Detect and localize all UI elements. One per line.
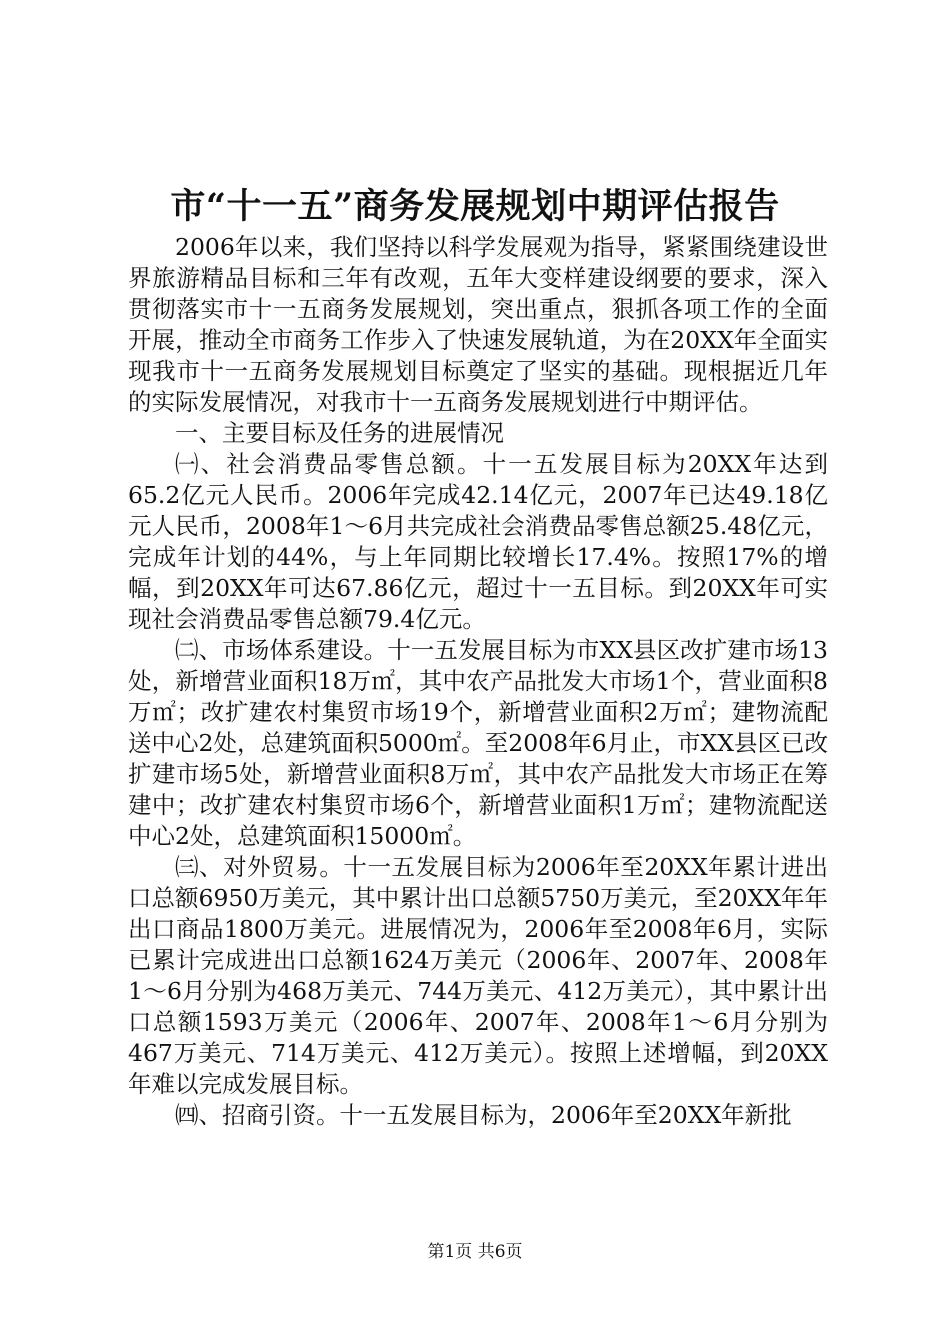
page-number-footer: 第1页 共6页 [427, 1242, 523, 1262]
document-body [128, 232, 828, 1131]
foreign-trade-paragraph: ㈢、对外贸易。十一五发展目标为2006年至20XX年累计进出口总额6950万美元，其中累计出口总额5750万美元，至20XX年年出口商品1800万美元。进展情况为，2006年至2008年6月，实际已累计完成进出口总额1624万美元（2006年、2007年、2008年1～6月分别为468万美元、744万美元、412万美元），其中累计出口总额1593万美元（2006年、2007年、2008年1～6月分别为467万美元、714万美元、412万美元）。按照上述增幅，到20XX年难以完成发展目标。 [128, 853, 828, 1098]
section-heading: 一、主要目标及任务的进展情况 [175, 419, 504, 447]
document-title: 市“十一五”商务发展规划中期评估报告 [170, 186, 780, 227]
intro-paragraph: 2006年以来，我们坚持以科学发展观为指导，紧紧围绕建设世界旅游精品目标和三年有改观，五年大变样建设纲要的要求，深入贯彻落实市十一五商务发展规划，突出重点，狠抓各项工作的全面开展，推动全市商务工作步入了快速发展轨道，为在20XX年全面实现我市十一五商务发展规划目标奠定了坚实的基础。现根据近几年的实际发展情况，对我市十一五商务发展规划进行中期评估。 [128, 233, 828, 416]
market-system-paragraph: ㈡、市场体系建设。十一五发展目标为市XX县区改扩建市场13处，新增营业面积18万㎡，其中农产品批发大市场1个，营业面积8万㎡；改扩建农村集贸市场19个，新增营业面积2万㎡；建物流配送中心2处，总建筑面积5000㎡。至2008年6月止，市XX县区已改扩建市场5处，新增营业面积8万㎡，其中农产品批发大市场正在筹建中；改扩建农村集贸市场6个，新增营业面积1万㎡；建物流配送中心2处，总建筑面积15000㎡。 [128, 636, 828, 850]
retail-sales-paragraph: ㈠、社会消费品零售总额。十一五发展目标为20XX年达到65.2亿元人民币。2006年完成42.14亿元，2007年已达49.18亿元人民币，2008年1～6月共完成社会消费品零售总额25.48亿元，完成年计划的44%，与上年同期比较增长17.4%。按照17%的增幅，到20XX年可达67.86亿元，超过十一五目标。到20XX年可实现社会消费品零售总额79.4亿元。 [128, 450, 828, 633]
investment-paragraph: ㈣、招商引资。十一五发展目标为，2006年至20XX年新批 [175, 1101, 792, 1129]
